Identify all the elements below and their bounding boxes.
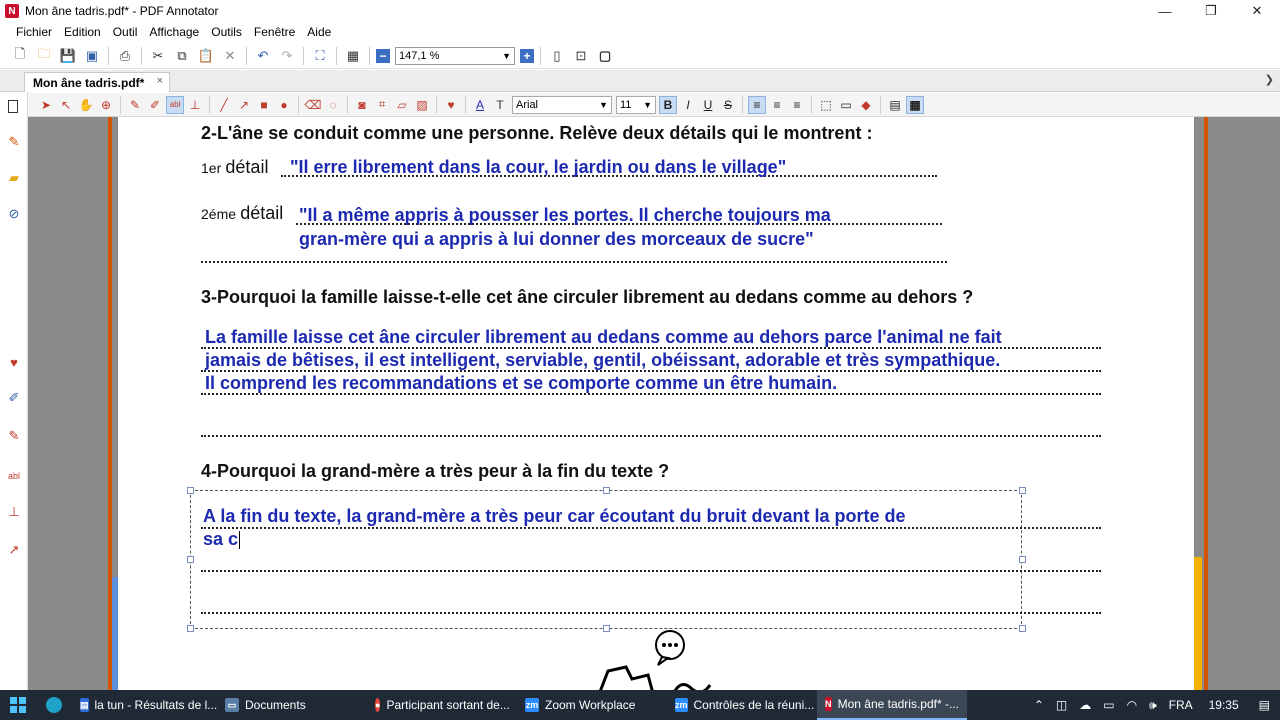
clock-time[interactable]: 19:35 [1208, 698, 1239, 712]
fit-page-icon[interactable]: ▯ [553, 47, 561, 63]
menu-aide[interactable]: Aide [307, 25, 332, 39]
camera-icon[interactable]: ◙ [358, 97, 366, 112]
lasso-icon[interactable]: ◌ [329, 97, 337, 112]
zoom-select[interactable] [395, 47, 515, 65]
taskbar-app-label: Documents [245, 698, 306, 712]
menu-edition[interactable]: Edition [64, 25, 101, 39]
bookmark-icon[interactable]: ▰ [9, 170, 19, 185]
copy-icon[interactable]: ⧉ [177, 47, 187, 63]
start-button[interactable] [0, 690, 36, 720]
edge-icon [46, 697, 62, 713]
detail-2-prefix: 2éme [201, 206, 237, 222]
question-3: 3-Pourquoi la famille laisse-t-elle cet âne circuler librement au dedans comme au dehors ? [201, 287, 974, 307]
detail-2-word: détail [240, 203, 284, 223]
detail-1-word: détail [225, 157, 269, 177]
favorites-heart-icon[interactable]: ♥ [447, 97, 455, 112]
rectangle-icon[interactable]: ■ [260, 97, 268, 112]
fill-color-icon[interactable]: ◆ [861, 97, 871, 112]
font-type-icon[interactable]: T [496, 97, 504, 112]
align-left-icon[interactable]: ≡ [748, 96, 766, 114]
find-binoculars-icon[interactable]: ⛶ [315, 47, 325, 63]
chrome-icon: ● [375, 700, 381, 710]
ellipse-icon[interactable]: ● [280, 97, 288, 112]
separator [120, 96, 121, 114]
chevron-down-icon: ▼ [502, 50, 511, 61]
separator [880, 96, 881, 114]
input-language[interactable]: FRA [1168, 698, 1193, 712]
title-bar [0, 0, 1280, 22]
tab-list-chevron-icon[interactable]: ❯ [1264, 74, 1274, 86]
marker-pen-icon[interactable]: ✐ [149, 97, 161, 112]
taskbar-app-label: Mon âne tadris.pdf* -... [837, 697, 959, 711]
taskbar-app-label: Participant sortant de... [386, 698, 510, 712]
align-right-icon[interactable]: ≡ [793, 97, 801, 112]
select-object-icon[interactable]: ↖ [60, 97, 72, 112]
pdf-page[interactable] [118, 117, 1194, 690]
meet-now-icon[interactable]: ◫ [1055, 698, 1068, 712]
taskbar-app-zoom-workplace[interactable] [517, 690, 667, 720]
font-family-value: Arial [516, 98, 539, 111]
answer-4-dotted-line-1 [201, 527, 1101, 529]
edge-browser-button[interactable] [36, 690, 72, 720]
windows-logo-icon [10, 697, 26, 713]
zoom-tool-icon[interactable]: ⊕ [100, 97, 112, 112]
border-width-icon[interactable]: ▭ [840, 97, 852, 112]
detail-1-answer[interactable]: "Il erre librement dans la cour, le jardin ou dans le village" [290, 157, 787, 177]
menu-fichier[interactable]: Fichier [16, 25, 53, 39]
separator [540, 47, 541, 65]
italic-button[interactable]: I [686, 97, 690, 112]
detail-2-answer-line-1[interactable]: "Il a même appris à pousser les portes. Il cherche toujours ma [299, 205, 831, 225]
window-controls [1142, 0, 1280, 22]
answer-3-line-3[interactable]: Il comprend les recommandations et se comporte comme un être humain. [205, 373, 838, 393]
undo-icon[interactable]: ↶ [257, 47, 269, 63]
answer-4-dotted-line-3 [201, 612, 1101, 614]
open-folder-icon[interactable]: 🗀 [37, 45, 51, 61]
page-thumbnail-icon[interactable] [8, 100, 18, 113]
window-title: Mon âne tadris.pdf* - PDF Annotator [25, 4, 219, 18]
taskbar-app-chrome[interactable] [367, 690, 517, 720]
system-tray [1028, 690, 1280, 720]
separator [336, 47, 337, 65]
close-button[interactable]: ✕ [1251, 3, 1263, 18]
answer-3-dotted-line-2 [201, 370, 1101, 372]
separator [303, 47, 304, 65]
main-toolbar [0, 43, 1280, 69]
annotation-toolbar [28, 93, 1280, 117]
taskbar-app-documents[interactable] [217, 690, 367, 720]
answer-3-line-1[interactable]: La famille laisse cet âne circuler librement au dedans comme au dehors parce l'animal ne fait [205, 327, 1002, 347]
restore-button[interactable]: ❐ [1205, 3, 1217, 18]
detail-2-dotted-line-2 [201, 261, 947, 263]
taskbar-app-label: Contrôles de la réuni... [693, 698, 815, 712]
detail-2-label [201, 203, 283, 224]
text-cursor [239, 531, 240, 549]
volume-icon[interactable]: 🕪 [1149, 697, 1157, 712]
eraser-icon[interactable]: ⌫ [304, 97, 322, 112]
separator [347, 96, 348, 114]
menu-bar [0, 22, 1280, 42]
menu-fenetre[interactable]: Fenêtre [253, 25, 296, 39]
answer-3-dotted-line-1 [201, 347, 1101, 349]
cloud-icon[interactable]: ☁ [1079, 698, 1092, 712]
separator [298, 96, 299, 114]
minimize-button[interactable]: — [1158, 3, 1172, 19]
stamp-icon[interactable]: ⊥ [8, 504, 20, 519]
font-size-select[interactable] [616, 96, 656, 114]
zoom-icon: zm [525, 700, 539, 710]
taskbar-app-label: Zoom Workplace [545, 698, 636, 712]
tab-document[interactable] [24, 72, 170, 92]
delete-icon[interactable]: ✕ [224, 47, 236, 63]
font-family-select[interactable] [512, 96, 612, 114]
detail-1-label [201, 157, 268, 178]
zoom-value: 147,1 % [399, 49, 440, 62]
answer-3-line-2[interactable]: jamais de bêtises, il est intelligent, serviable, gentil, obéissant, adorable et très sympathique. [205, 350, 1001, 370]
stamp-tool-icon[interactable]: ⊥ [189, 97, 201, 112]
windows-taskbar [0, 690, 1280, 720]
arrow-icon[interactable]: ↗ [238, 97, 250, 112]
page-layout-icon[interactable]: ▦ [346, 47, 360, 63]
answer-4-line-2-text: sa c [203, 529, 239, 549]
marker-icon[interactable]: ✎ [8, 428, 20, 443]
taskbar-app-label: la tun - Résultats de l... [94, 698, 217, 712]
resize-handle-mid-left[interactable] [187, 556, 194, 563]
favorite-heart-icon[interactable]: ♥ [10, 354, 18, 370]
menu-outils[interactable]: Outils [211, 25, 242, 39]
ruler-icon[interactable]: ▱ [397, 97, 407, 112]
wifi-icon[interactable]: ◠ [1126, 698, 1138, 712]
resize-handle-bottom-left[interactable] [187, 625, 194, 632]
separator [108, 47, 109, 65]
file-explorer-icon: ▤ [80, 698, 89, 712]
notifications-icon[interactable]: ▤ [1258, 698, 1270, 712]
menu-affichage[interactable]: Affichage [149, 25, 200, 39]
insert-image-icon[interactable]: ▨ [416, 97, 428, 112]
underline-button[interactable]: U [703, 97, 713, 112]
cut-icon[interactable]: ✂ [152, 47, 164, 63]
print-icon[interactable]: ⎙ [119, 47, 131, 63]
question-2: 2-L'âne se conduit comme une personne. Relève deux détails qui le montrent : [201, 123, 873, 143]
text-color-icon[interactable]: A [475, 97, 484, 112]
resize-handle-top-right[interactable] [1019, 487, 1026, 494]
chevron-down-icon: ▼ [599, 99, 608, 110]
align-center-icon[interactable]: ≡ [773, 97, 781, 112]
resize-handle-mid-right[interactable] [1019, 556, 1026, 563]
arrow-tool-icon[interactable]: ↗ [8, 542, 20, 557]
documents-icon: ▭ [225, 698, 239, 712]
bold-button[interactable]: B [659, 96, 677, 114]
separator [742, 96, 743, 114]
pen-icon[interactable]: ✎ [129, 97, 141, 112]
question-4: 4-Pourquoi la grand-mère a très peur à la fin du texte ? [201, 461, 670, 481]
detail-1-prefix: 1er [201, 160, 222, 176]
app-logo-icon: N [5, 4, 19, 18]
resize-handle-bottom-right[interactable] [1019, 625, 1026, 632]
zoom-in-button[interactable]: + [520, 49, 534, 63]
document-viewer[interactable] [28, 117, 1280, 690]
resize-handle-top-left[interactable] [187, 487, 194, 494]
battery-icon[interactable]: ▭ [1103, 698, 1115, 712]
taskbar-app-zoom-controls[interactable] [667, 690, 817, 720]
separator [369, 47, 370, 65]
paste-icon[interactable]: 📋 [197, 47, 215, 63]
taskbar-app-pdf-annotator[interactable] [817, 690, 967, 720]
font-size-value: 11 [620, 98, 632, 111]
donkey-illustration [588, 627, 728, 690]
text-box-icon[interactable]: abl [7, 471, 20, 481]
separator [436, 96, 437, 114]
resize-handle-top-mid[interactable] [603, 487, 610, 494]
page-decoration-right [1194, 557, 1202, 690]
crop-icon[interactable]: ⌗ [378, 97, 386, 111]
answer-4-line-2[interactable] [203, 529, 240, 550]
attachment-icon[interactable]: ⊘ [8, 206, 20, 221]
tab-close-icon[interactable]: × [156, 75, 163, 87]
new-document-icon[interactable]: 🗋 [14, 45, 26, 61]
separator [811, 96, 812, 114]
answer-3-dotted-line-4 [201, 435, 1101, 437]
full-screen-icon[interactable]: ▢ [598, 47, 612, 63]
zoom-out-button[interactable]: − [376, 49, 390, 63]
answer-3-dotted-line-3 [201, 393, 1101, 395]
tab-label: Mon âne tadris.pdf* [33, 76, 145, 90]
separator [246, 47, 247, 65]
line-icon[interactable]: ╱ [220, 97, 228, 112]
detail-2-answer-line-2[interactable]: gran-mère qui a appris à lui donner des morceaux de sucre" [299, 229, 814, 249]
separator [141, 47, 142, 65]
save-icon[interactable]: 💾 [59, 47, 77, 63]
highlighter-icon[interactable]: ✐ [8, 390, 20, 405]
strikethrough-button[interactable]: S [723, 97, 732, 112]
chevron-down-icon: ▼ [643, 99, 652, 110]
select-arrow-icon[interactable]: ➤ [40, 97, 52, 112]
zoom-icon: zm [675, 700, 688, 710]
menu-outil[interactable]: Outil [112, 25, 138, 39]
page-border-right [1204, 117, 1208, 690]
separator [209, 96, 210, 114]
fit-width-icon[interactable]: ⊡ [575, 47, 587, 63]
hand-pan-icon[interactable]: ✋ [78, 97, 94, 112]
save-as-icon[interactable]: ▣ [85, 47, 99, 63]
answer-4-line-1[interactable]: A la fin du texte, la grand-mère a très peur car écoutant du bruit devant la porte de [203, 506, 906, 526]
auto-fit-icon[interactable]: ▦ [906, 96, 924, 114]
taskbar-app-file-explorer[interactable] [72, 690, 217, 720]
answer-4-dotted-line-2 [201, 570, 1101, 572]
document-tab-strip [0, 70, 1280, 92]
show-hidden-icons-chevron-icon[interactable]: ⌃ [1033, 698, 1044, 712]
left-sidebar-rail [0, 92, 28, 690]
border-style-icon[interactable]: ⬚ [820, 97, 832, 112]
pdf-annotator-icon: N [825, 699, 832, 709]
text-box-tool-icon[interactable]: abl [166, 96, 184, 114]
separator [465, 96, 466, 114]
properties-icon[interactable]: ▤ [889, 97, 901, 112]
pen-tool-icon[interactable]: ✎ [8, 134, 20, 149]
redo-icon[interactable]: ↷ [281, 47, 293, 63]
